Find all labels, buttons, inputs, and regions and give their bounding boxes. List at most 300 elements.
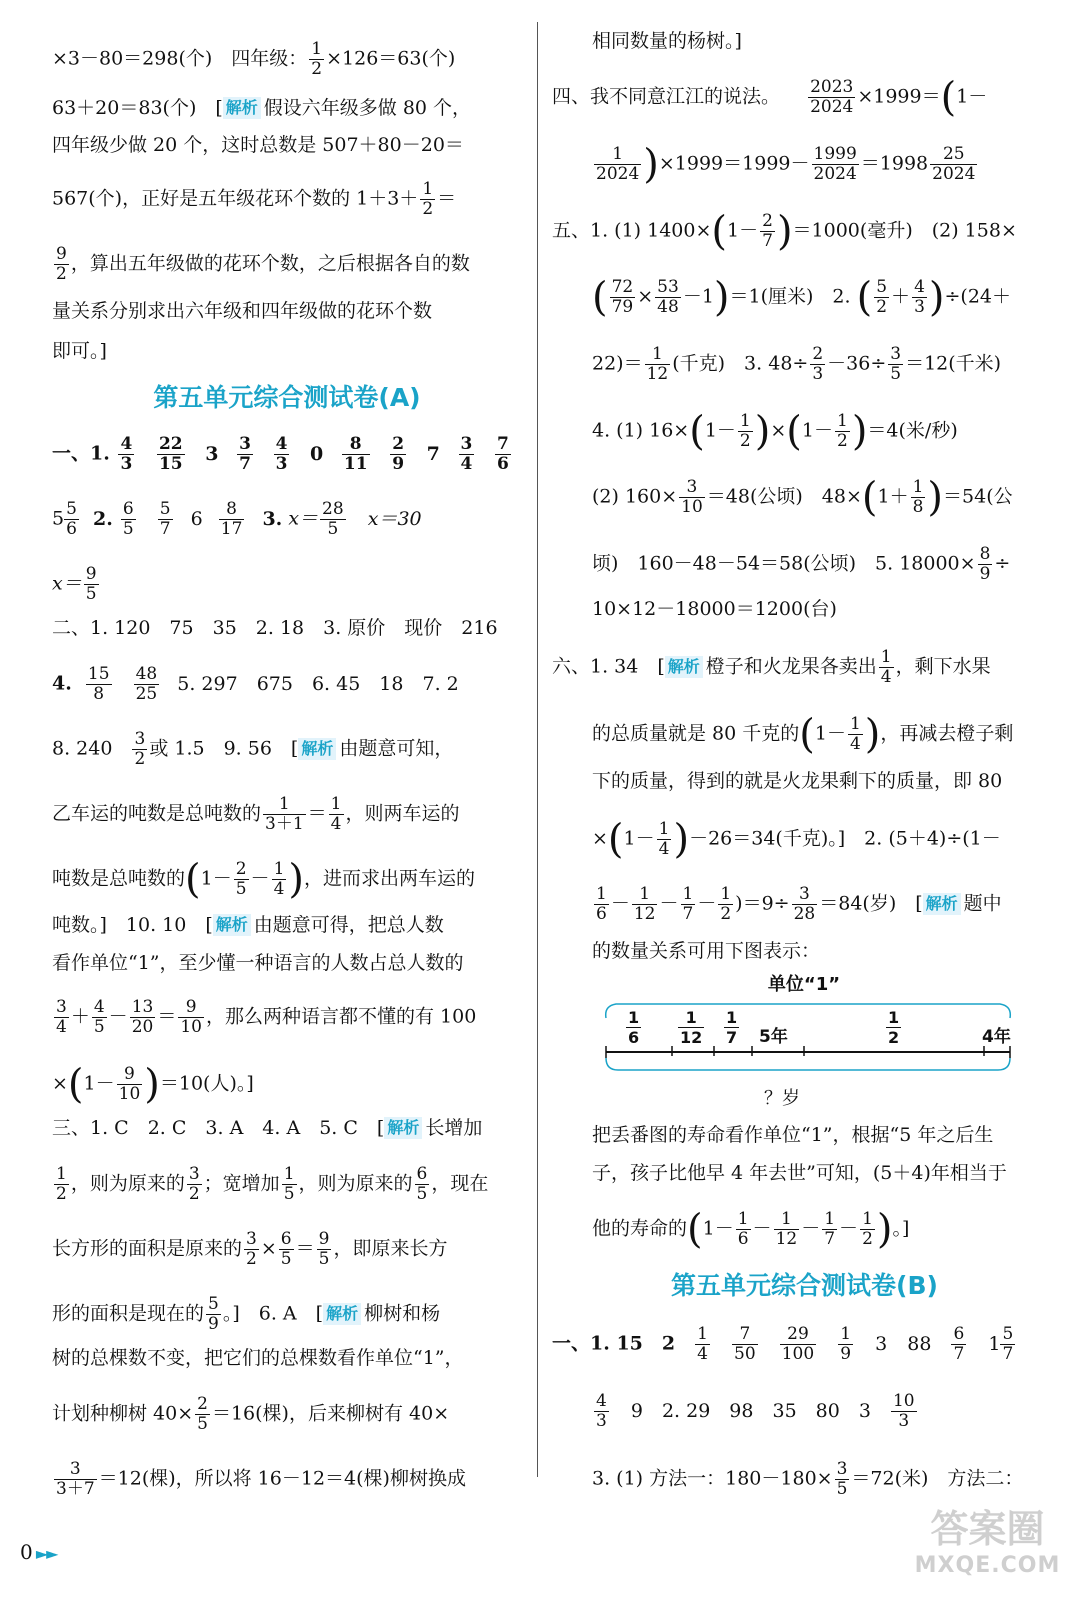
fraction (244, 1230, 259, 1269)
denominator: 50 (734, 1344, 756, 1364)
numerator: 7 (739, 1324, 751, 1344)
segment-label-5yr: 5年 (759, 1027, 788, 1047)
numerator: 5 (66, 499, 77, 519)
segment-label (676, 1008, 706, 1047)
numerator: 4 (914, 277, 925, 297)
fraction (724, 1008, 739, 1047)
denominator: 3 (596, 1411, 607, 1431)
denominator: 7 (239, 454, 251, 474)
denominator: 2 (56, 264, 67, 284)
fraction (911, 478, 926, 517)
denominator: 3 (120, 454, 133, 474)
fraction (594, 145, 641, 184)
answer-line: 吨数。] 10. 10 [ 解析 由题意可得，把总人数 (52, 914, 444, 936)
numerator: 13 (131, 997, 154, 1017)
fraction (812, 145, 859, 184)
numerator: 25 (942, 144, 965, 164)
fraction (237, 435, 253, 474)
fraction (320, 500, 346, 539)
numerator: 3 (188, 1164, 200, 1184)
answer-line: (2) 160× $\frac{3}{10}$ ＝48(公顷) 48×(1＋ $\frac{1}{8}$ )＝54(公 (592, 474, 1013, 521)
answer-line: 顷) 160－48－54＝58(公顷) 5. 18000× $\frac{8}{9}$ ÷ (592, 544, 1011, 584)
numerator: 1 (880, 647, 892, 667)
answer-line: 8. 240 $\frac{3}{2}$ 或 1.5 9. 56 [ 解析 由题意可知， (52, 729, 454, 769)
denominator: 3 (914, 297, 925, 317)
denominator: 4 (880, 667, 892, 687)
fraction (655, 278, 681, 317)
answer-line: 567(个)，正好是五年级花环个数的 1＋3＋ $\frac{1}{2}$ ＝ (52, 179, 457, 219)
numerator: 1 (780, 1209, 792, 1229)
answer-line: 乙车运的吨数是总吨数的 $\frac{1}{3+1}$ ＝ $\frac{1}{4}$ ，则两车运的 (52, 794, 460, 834)
fraction (718, 885, 733, 924)
fraction (808, 78, 855, 117)
answer-line: 4. $\frac{15}{8}$ $\frac{48}{25}$ 5. 297 675 6. 45 18 7. 2 (52, 664, 459, 704)
denominator: 9 (208, 1314, 219, 1334)
denominator: 2 (422, 199, 434, 219)
fraction (838, 1325, 853, 1364)
fraction (738, 412, 753, 451)
answer-line: 22)＝ $\frac{1}{12}$ (千克) 3. 48÷ $\frac{2}{3}$ －36÷ $\frac{3}{5}$ ＝12(千米) (592, 344, 1002, 384)
answer-line: 树的总棵数不变，把它们的总棵数看作单位“1”， (52, 1347, 464, 1369)
numerator: 3 (239, 434, 251, 454)
answer-line: 看作单位“1”，至少懂一种语言的人数占总人数的 (52, 952, 464, 974)
numerator: 5 (876, 277, 888, 297)
denominator: 3 (891, 1411, 917, 1431)
fraction (415, 1165, 430, 1204)
numerator: 10 (892, 1391, 915, 1411)
fraction (835, 412, 850, 451)
denominator: 2024 (813, 164, 857, 184)
answer-line: 5 $\frac{5}{6}$ 2. $\frac{6}{5}$ $\frac{5}{7}$ 6 $\frac{8}{17}$ 3. x＝ $\frac{28}{5}$ x＝30 (52, 499, 422, 539)
denominator: 12 (680, 1028, 703, 1047)
denominator: 20 (131, 1017, 154, 1037)
numerator: 6 (953, 1324, 965, 1344)
numerator: 3 (246, 1229, 257, 1249)
fraction (886, 1008, 901, 1047)
denominator: 7 (1002, 1344, 1014, 1364)
segment-label (722, 1008, 741, 1047)
numerator: 1 (330, 794, 342, 814)
fraction (860, 1210, 875, 1249)
diagram-title: 单位“1” (767, 974, 841, 995)
denominator: 2 (246, 1249, 257, 1269)
diagram-lines (594, 970, 1014, 1105)
fraction (274, 435, 290, 474)
denominator: 25 (135, 684, 158, 704)
numerator: 29 (787, 1324, 809, 1344)
fraction (874, 278, 889, 317)
numerator: 1 (596, 884, 607, 904)
fraction (810, 345, 825, 384)
numerator: 8 (979, 544, 991, 564)
numerator: 4 (120, 434, 133, 454)
fraction (495, 435, 511, 474)
numerator: 2 (392, 434, 405, 454)
fraction (234, 860, 249, 899)
page-footer (20, 1540, 56, 1564)
numerator: 1 (720, 884, 732, 904)
fraction (774, 1210, 800, 1249)
denominator: 4 (330, 814, 342, 834)
fraction (390, 435, 406, 474)
denominator: 6 (66, 519, 77, 539)
fraction (594, 1392, 609, 1431)
denominator: 10 (118, 1084, 141, 1104)
numerator: 1 (283, 1164, 295, 1184)
fraction (420, 180, 435, 219)
segment-label (884, 1008, 903, 1047)
diagram-age-label: ？岁 (764, 1088, 800, 1109)
denominator: 11 (343, 454, 368, 474)
answer-line: $\frac{1}{6}$ － $\frac{1}{12}$ － $\frac{1}{7}$ － $\frac{1}{2}$ )＝9÷ $\frac{3}{28}$ ＝84(岁) [ 解析 题中 (596, 884, 1002, 924)
numerator: 1 (726, 1008, 738, 1027)
numerator: 9 (318, 1229, 330, 1249)
numerator: 1 (739, 411, 751, 431)
denominator: 4 (460, 454, 473, 474)
answer-line: 63＋20＝83(个) [ 解析 假设六年级多做 80 个， (52, 97, 472, 119)
numerator: 1 (862, 1209, 873, 1229)
analysis-tag: 解析 (223, 97, 261, 119)
denominator: 3＋1 (265, 814, 304, 834)
answer-line: 三、1. C 2. C 3. A 4. A 5. C [ 解析 长增加 (52, 1117, 483, 1139)
numerator: 5 (1002, 1324, 1014, 1344)
denominator: 2 (720, 904, 732, 924)
analysis-tag: 解析 (384, 1117, 422, 1139)
answer-line: 的数量关系可用下图表示： (592, 940, 821, 962)
denominator: 6 (596, 904, 607, 924)
numerator: 3 (56, 997, 67, 1017)
answer-line: 10×12－18000＝1200(台) (592, 598, 837, 620)
fraction (54, 1460, 97, 1499)
fraction (681, 885, 696, 924)
denominator: 2 (311, 59, 323, 79)
analysis-tag: 解析 (213, 914, 251, 936)
fraction (130, 998, 156, 1037)
fraction (780, 1325, 816, 1364)
answer-line: 3. (1) 方法一：180－180× $\frac{3}{5}$ ＝72(米) 方法二： (592, 1459, 1024, 1499)
denominator: 100 (781, 1344, 815, 1364)
answer-line: 长方形的面积是原来的 $\frac{3}{2}$ × $\frac{6}{5}$ ＝ $\frac{9}{5}$ ，即原来长方 (52, 1229, 448, 1269)
answer-line: $\frac{1}{2}$ ，则为原来的 $\frac{3}{2}$ ；宽增加 $\frac{1}{5}$ ，则为原来的 $\frac{6}{5}$ ，现在 (56, 1164, 489, 1204)
fraction (134, 665, 160, 704)
answer-line: 下的质量，得到的就是火龙果剩下的质量，即 80 (592, 770, 1003, 792)
fraction (178, 998, 204, 1037)
denominator: 5 (85, 584, 97, 604)
numerator: 4 (93, 997, 105, 1017)
denominator: 5 (283, 1184, 295, 1204)
answer-line: 即可。] (52, 340, 107, 362)
numerator: 4 (596, 1391, 607, 1411)
analysis-tag: 解析 (298, 738, 336, 760)
numerator: 1 (652, 344, 663, 364)
column-divider (537, 22, 538, 1477)
denominator: 3＋7 (56, 1479, 95, 1499)
numerator: 6 (122, 499, 134, 519)
denominator: 28 (793, 904, 816, 924)
answer-line: ( $\frac{72}{79}$ × $\frac{53}{48}$ －1)＝1(厘米) 2. ( $\frac{5}{2}$ ＋ $\frac{4}{3}$ )÷(24＋ (592, 274, 1012, 321)
numerator: 2023 (810, 77, 854, 97)
analysis-tag: 解析 (665, 656, 703, 678)
denominator: 8 (86, 684, 112, 704)
fraction (1000, 1325, 1015, 1364)
denominator: 6 (496, 454, 509, 474)
numerator: 1 (697, 1324, 708, 1344)
numerator: 1 (737, 1209, 749, 1229)
numerator: 1999 (813, 144, 857, 164)
denominator: 9 (979, 564, 991, 584)
brace-bottom (606, 1058, 1010, 1070)
denominator: 5 (93, 1017, 105, 1037)
denominator: 7 (953, 1344, 965, 1364)
denominator: 5 (280, 1249, 292, 1269)
fraction (679, 478, 705, 517)
numerator: 8 (349, 434, 362, 454)
denominator: 12 (646, 364, 669, 384)
numerator: 3 (799, 884, 810, 904)
denominator: 5 (890, 364, 902, 384)
numerator: 1 (311, 39, 323, 59)
denominator: 4 (697, 1344, 708, 1364)
numerator: 72 (611, 277, 634, 297)
denominator: 2 (134, 749, 146, 769)
numerator: 1 (840, 1324, 852, 1344)
denominator: 15 (158, 454, 183, 474)
numerator: 3 (836, 1459, 848, 1479)
denominator: 12 (633, 904, 656, 924)
answer-line: 形的面积是现在的 $\frac{5}{9}$ 。] 6. A [ 解析 柳树和杨 (52, 1294, 441, 1334)
fraction (309, 40, 324, 79)
fraction (978, 545, 993, 584)
fraction (792, 885, 818, 924)
answer-line: 吨数是总吨数的(1－ $\frac{2}{5}$ － $\frac{1}{4}$ )，进而求出两车运的 (52, 856, 476, 903)
fraction (317, 1230, 332, 1269)
fraction (84, 565, 99, 604)
analysis-tag: 解析 (323, 1303, 361, 1325)
numerator: 22 (158, 434, 183, 454)
numerator: 1 (639, 884, 651, 904)
numerator: 2 (812, 344, 824, 364)
denominator: 4 (658, 839, 670, 859)
denominator: 9 (392, 454, 405, 474)
numerator: 48 (135, 664, 158, 684)
fraction (54, 998, 69, 1037)
fraction (282, 1165, 297, 1204)
answer-line: 相同数量的杨树。] (592, 30, 742, 52)
fraction (912, 278, 927, 317)
fraction (86, 665, 112, 704)
fraction (54, 1165, 69, 1204)
numerator: 3 (686, 477, 698, 497)
answer-line: 的总质量就是 80 千克的(1－ $\frac{1}{4}$ )，再减去橙子剩 (592, 711, 1014, 758)
fraction (279, 1230, 294, 1269)
fraction (342, 435, 370, 474)
numerator: 2 (762, 211, 773, 231)
numerator: 1 (278, 794, 290, 814)
answer-line: 把丢番图的寿命看作单位“1”，根据“5 年之后生 (592, 1124, 994, 1146)
denominator: 79 (611, 297, 634, 317)
fraction (132, 730, 147, 769)
fraction (835, 1460, 850, 1499)
denominator: 3 (275, 454, 288, 474)
watermark (900, 1505, 1075, 1597)
numerator: 15 (87, 664, 110, 684)
fraction (626, 1008, 641, 1047)
fraction (158, 500, 173, 539)
denominator: 2024 (932, 164, 976, 184)
numerator: 2 (235, 859, 247, 879)
denominator: 2 (888, 1028, 900, 1047)
denominator: 4 (56, 1017, 67, 1037)
fraction (678, 1008, 704, 1047)
numerator: 4 (275, 434, 288, 454)
denominator: 7 (726, 1028, 738, 1047)
denominator: 5 (235, 879, 247, 899)
numerator: 3 (460, 434, 473, 454)
denominator: 6 (737, 1229, 749, 1249)
answer-line: $\frac{9}{2}$ ，算出五年级做的花环个数，之后根据各自的数 (56, 244, 470, 284)
section-heading-b: 第五单元综合测试卷(B) (671, 1271, 938, 1300)
denominator: 5 (318, 1249, 330, 1269)
answer-line: $\frac{1}{2024}$ )×1999＝1999－ $\frac{1999}{2024}$ ＝1998 $\frac{25}{2024}$ (596, 141, 976, 188)
answer-line: $\frac{3}{3+7}$ ＝12(棵)，所以将 16－12＝4(棵)柳树换成 (56, 1459, 466, 1499)
answer-line: 二、1. 120 75 35 2. 18 3. 原价 现价 216 (52, 617, 498, 639)
numerator: 1 (422, 179, 434, 199)
numerator: 9 (124, 1064, 135, 1084)
numerator: 1 (56, 1164, 67, 1184)
fraction (157, 435, 185, 474)
denominator: 7 (762, 231, 773, 251)
numerator: 8 (226, 499, 237, 519)
segment-label (624, 1008, 643, 1047)
numerator: 9 (185, 997, 197, 1017)
section-heading-a: 第五单元综合测试卷(A) (153, 383, 421, 412)
answer-line: 五、1. (1) 1400×(1－ $\frac{2}{7}$ )＝1000(毫升) (2) 158× (552, 208, 1017, 255)
fraction (645, 345, 671, 384)
denominator: 9 (840, 1344, 852, 1364)
denominator: 5 (836, 1479, 848, 1499)
denominator: 2 (836, 431, 848, 451)
numerator: 7 (496, 434, 509, 454)
brace-top (606, 1004, 1011, 1018)
numerator: 1 (849, 714, 861, 734)
fraction (92, 998, 107, 1037)
numerator: 1 (612, 144, 624, 164)
fraction (121, 500, 136, 539)
denominator: 2 (56, 1184, 67, 1204)
fraction (610, 278, 636, 317)
numerator: 3 (69, 1459, 81, 1479)
fraction (951, 1325, 966, 1364)
denominator: 4 (273, 879, 285, 899)
numerator: 9 (85, 564, 97, 584)
numerator: 53 (657, 277, 679, 297)
fraction (695, 1325, 710, 1364)
watermark-url: MXQE.COM (914, 1553, 1061, 1578)
answer-line: 量关系分别求出六年级和四年级做的花环个数 (52, 300, 433, 322)
numerator: 5 (208, 1294, 219, 1314)
denominator: 48 (657, 297, 679, 317)
denominator: 7 (159, 519, 171, 539)
fraction (219, 500, 245, 539)
fraction (760, 212, 775, 251)
fraction (187, 1165, 202, 1204)
fraction (879, 648, 894, 687)
lifespan-diagram (594, 970, 1014, 1109)
analysis-tag: 解析 (923, 893, 961, 915)
answer-line: x＝ $\frac{9}{5}$ (52, 564, 97, 604)
numerator: 9 (56, 244, 67, 264)
numerator: 1 (685, 1008, 697, 1027)
denominator: 2024 (810, 97, 854, 117)
denominator: 5 (122, 519, 134, 539)
denominator: 10 (180, 1017, 202, 1037)
numerator: 3 (890, 344, 902, 364)
numerator: 1 (912, 477, 924, 497)
denominator: 2 (739, 431, 751, 451)
numerator: 6 (416, 1164, 428, 1184)
fraction (64, 500, 79, 539)
answer-line: 一、1. 15 2 $\frac{1}{4}$ $\frac{7}{50}$ $\frac{29}{100}$ $\frac{1}{9}$ 3 88 $\frac{6}{7}$ 1 $\frac{5}{7}$ (552, 1324, 1014, 1364)
fraction (272, 860, 287, 899)
fraction (891, 1392, 917, 1431)
fraction (632, 885, 658, 924)
denominator: 12 (775, 1229, 798, 1249)
answer-line: 四年级少做 20 个，这时总数是 507＋80－20＝ (52, 134, 464, 156)
answer-line: $\frac{4}{3}$ 9 2. 29 98 35 80 3 $\frac{10}{3}$ (596, 1391, 915, 1431)
fraction (822, 1210, 837, 1249)
answer-line: 四、我不同意江江的说法。 $\frac{2023}{2024}$ ×1999＝(1－ (552, 74, 988, 121)
fraction (732, 1325, 758, 1364)
fraction (54, 245, 69, 284)
numerator: 3 (134, 729, 146, 749)
fraction (848, 715, 863, 754)
fraction (657, 820, 672, 859)
numerator: 1 (628, 1008, 640, 1027)
denominator: 3 (812, 364, 824, 384)
denominator: 2024 (596, 164, 640, 184)
fraction (263, 795, 306, 834)
denominator: 5 (416, 1184, 428, 1204)
fraction (329, 795, 344, 834)
denominator: 5 (197, 1414, 208, 1434)
denominator: 10 (681, 497, 703, 517)
answer-line: 一、1. $\frac{4}{3}$ $\frac{22}{15}$ 3 $\frac{3}{7}$ $\frac{4}{3}$ 0 $\frac{8}{11}$ $\frac{2}{9}$ 7 $\frac{3}{4}$ $\frac{7}{6}$ (52, 434, 509, 474)
numerator: 1 (888, 1008, 900, 1027)
fraction (888, 345, 903, 384)
denominator: 4 (849, 734, 861, 754)
fraction (118, 435, 134, 474)
denominator: 2 (862, 1229, 873, 1249)
fraction (594, 885, 609, 924)
numerator: 1 (273, 859, 285, 879)
denominator: 17 (220, 519, 243, 539)
page-number: 0 (20, 1540, 33, 1564)
fraction (736, 1210, 751, 1249)
denominator: 5 (320, 519, 346, 539)
numerator: 2 (197, 1394, 208, 1414)
numerator: 1 (658, 819, 670, 839)
answer-line: $\frac{3}{4}$ ＋ $\frac{4}{5}$ － $\frac{13}{20}$ ＝ $\frac{9}{10}$ ，那么两种语言都不懂的有 100 (56, 997, 477, 1037)
answer-line: 六、1. 34 [ 解析 橙子和火龙果各卖出 $\frac{1}{4}$ ，剩下水果 (552, 647, 991, 687)
denominator: 8 (912, 497, 924, 517)
numerator: 5 (159, 499, 171, 519)
denominator: 6 (628, 1028, 640, 1047)
numerator: 28 (322, 499, 344, 519)
answer-line: 他的寿命的(1－ $\frac{1}{6}$ － $\frac{1}{12}$ － $\frac{1}{7}$ － $\frac{1}{2}$ )。] (592, 1206, 910, 1253)
arrow-icon: ►► (35, 1544, 57, 1563)
answer-line: 子，孩子比他早 4 年去世”可知，(5＋4)年相当于 (592, 1162, 1007, 1184)
answer-line: ×(1－ $\frac{1}{4}$ )－26＝34(千克)。] 2. (5＋4)÷(1－ (592, 816, 1001, 863)
